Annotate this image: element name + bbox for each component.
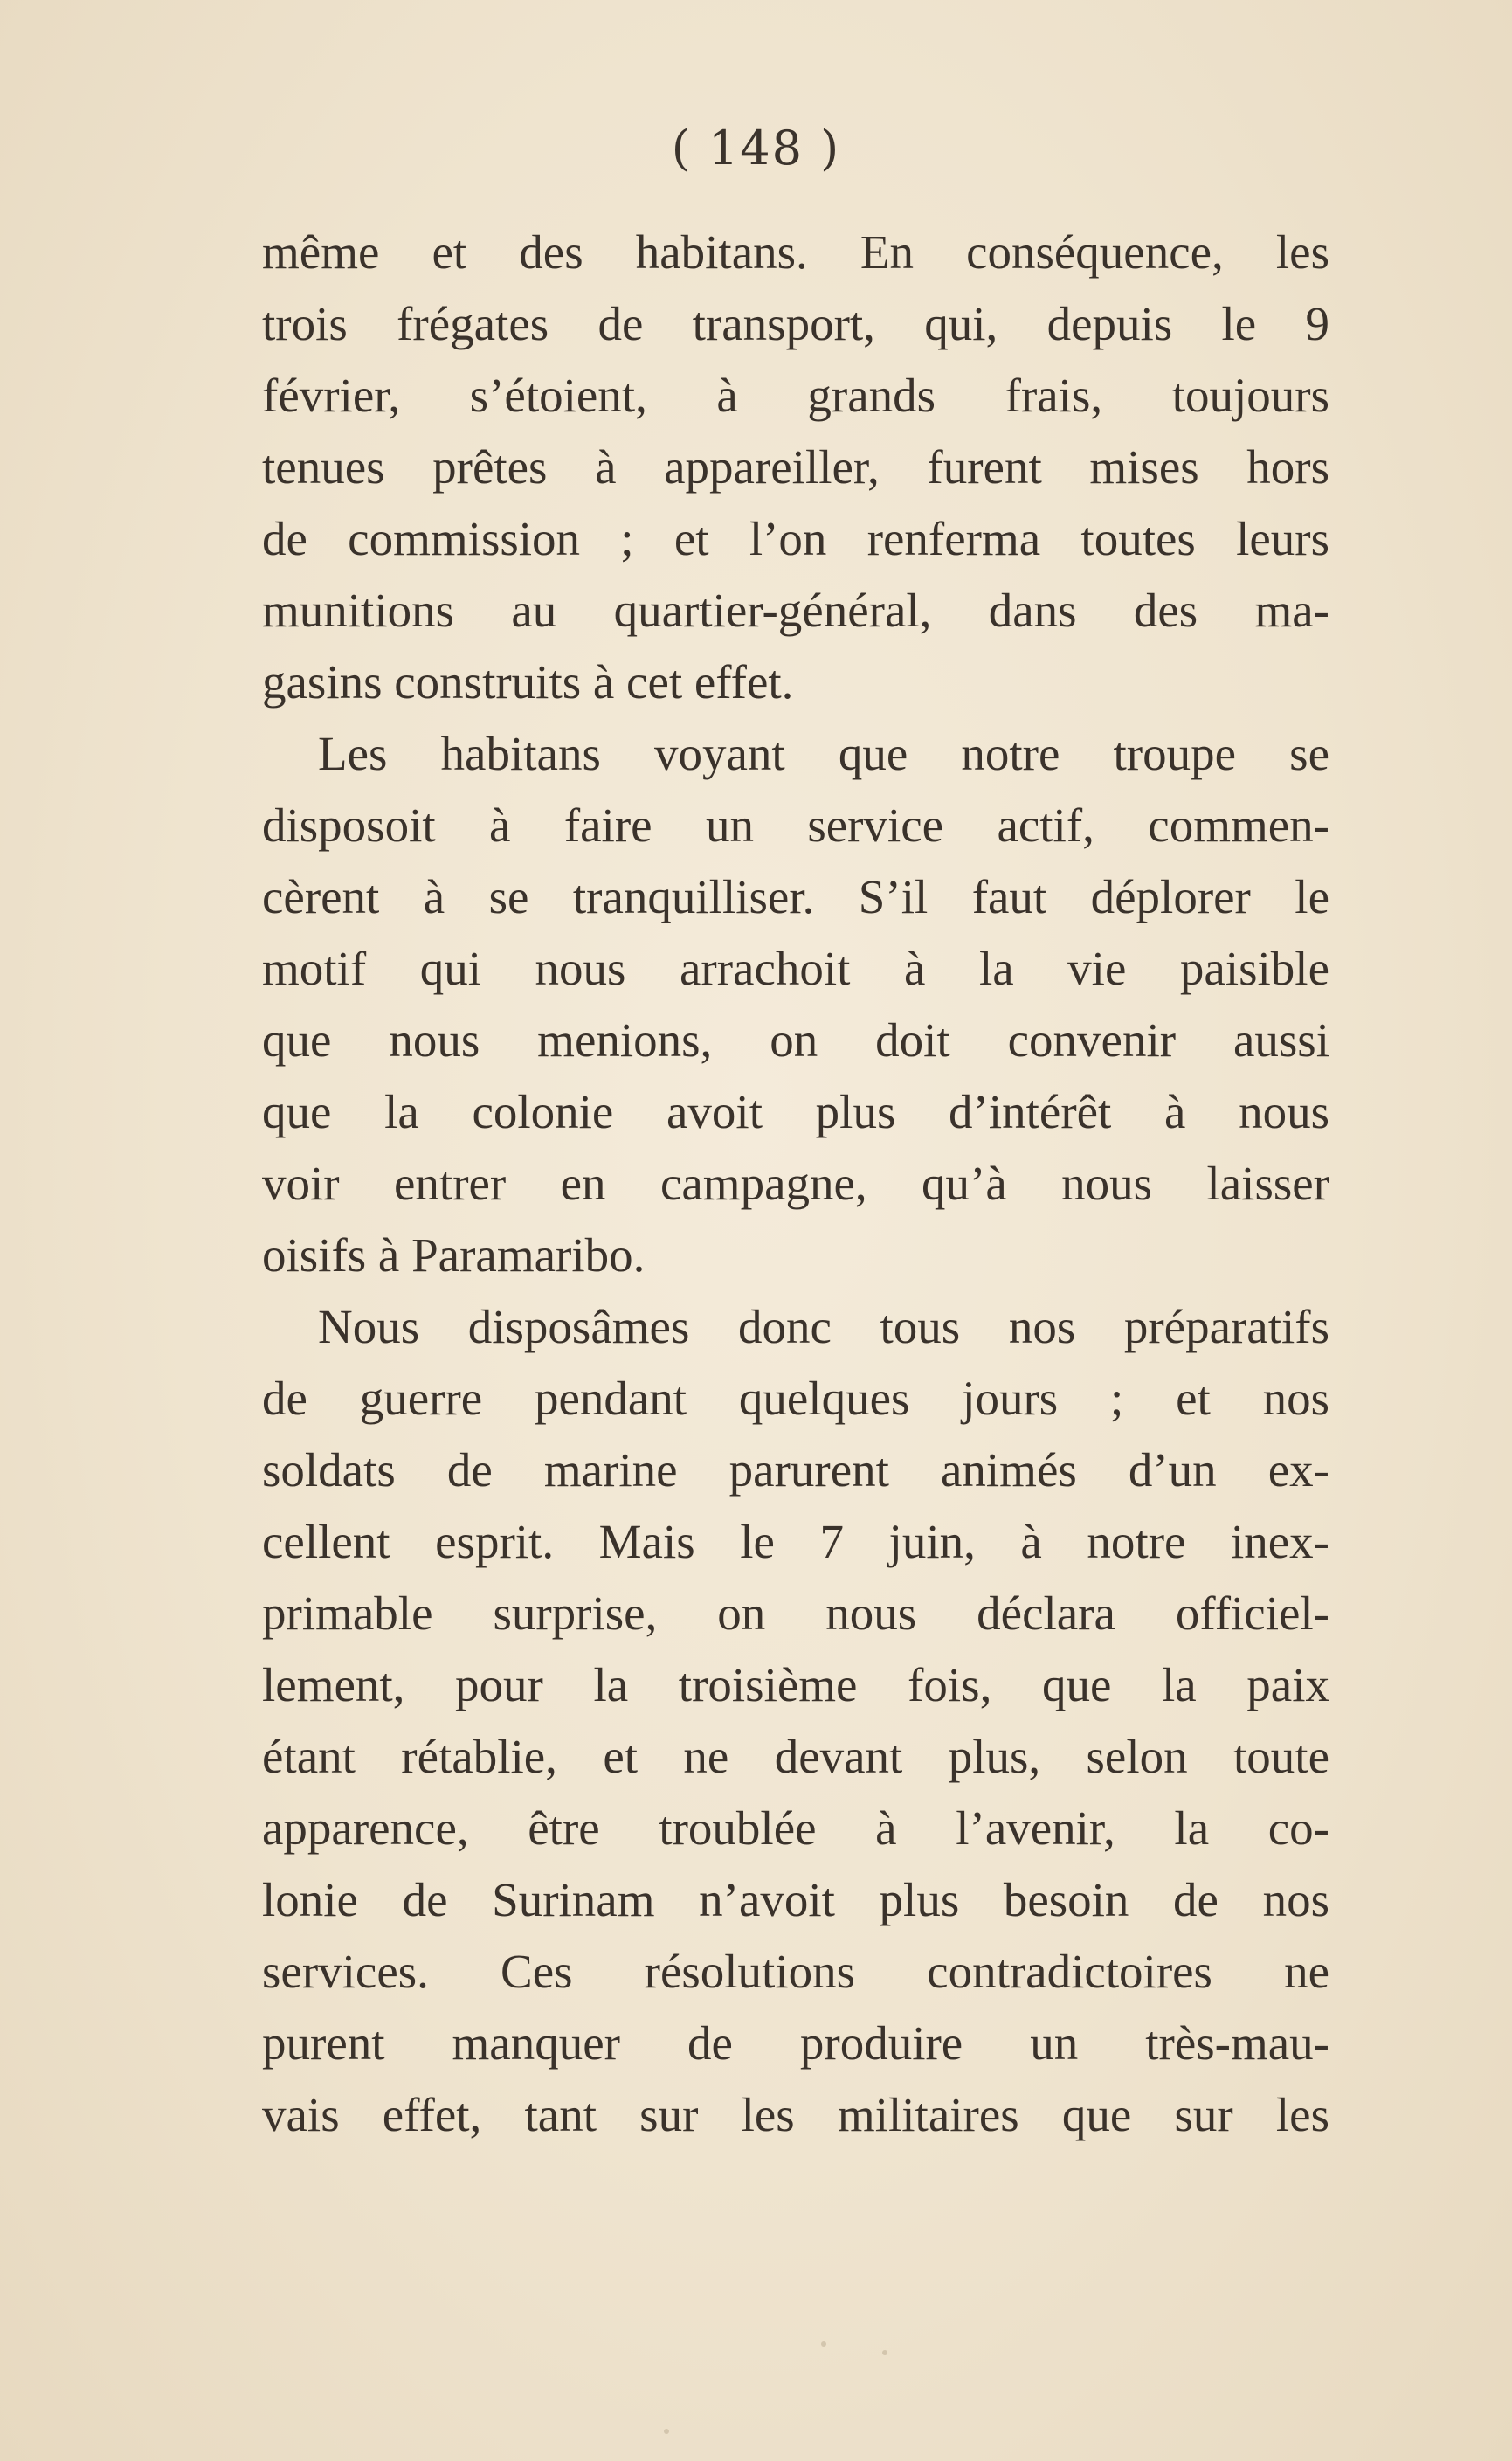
text-line: que nous menions, on doit convenir aussi	[262, 1013, 1329, 1067]
text-line: que la colonie avoit plus d’intérêt à nous	[262, 1085, 1329, 1138]
text-line: lement, pour la troisième fois, que la paix	[262, 1658, 1329, 1711]
text-line: même et des habitans. En conséquence, les	[262, 225, 1329, 279]
text-line: lonie de Surinam n’avoit plus besoin de nos	[262, 1873, 1329, 1926]
text-line: services. Ces résolutions contradictoires ne	[262, 1945, 1329, 1998]
paper-speck	[821, 2341, 826, 2347]
text-line: cellent esprit. Mais le 7 juin, à notre inex-	[262, 1515, 1329, 1568]
text-line: trois frégates de transport, qui, depuis le 9	[262, 297, 1329, 350]
paper-speck	[664, 2429, 669, 2434]
body-text	[262, 217, 1329, 2151]
text-line: tenues prêtes à appareiller, furent mises hors	[262, 440, 1329, 494]
page-number: ( 148 )	[671, 121, 841, 176]
text-line: primable surprise, on nous déclara officiel-	[262, 1587, 1329, 1640]
text-line: gasins construits à cet effet.	[262, 655, 794, 709]
text-line: vais effet, tant sur les militaires que sur les	[262, 2088, 1329, 2141]
text-line: munitions au quartier-général, dans des ma-	[262, 584, 1329, 637]
text-line: apparence, être troublée à l’avenir, la co-	[262, 1801, 1329, 1855]
text-line: de commission ; et l’on renferma toutes leurs	[262, 512, 1329, 565]
text-line: étant rétablie, et ne devant plus, selon toute	[262, 1730, 1329, 1783]
text-line: voir entrer en campagne, qu’à nous laisser	[262, 1157, 1329, 1210]
paper-speck	[882, 2350, 887, 2355]
paragraph-first-line: Nous disposâmes donc tous nos préparatifs	[318, 1300, 1329, 1353]
text-line: de guerre pendant quelques jours ; et nos	[262, 1372, 1329, 1425]
text-line: purent manquer de produire un très-mau-	[262, 2016, 1329, 2070]
text-line: cèrent à se tranquilliser. S’il faut déplorer le	[262, 870, 1329, 923]
text-line: février, s’étoient, à grands frais, toujours	[262, 369, 1329, 422]
text-line: motif qui nous arrachoit à la vie paisible	[262, 942, 1329, 995]
text-line: disposoit à faire un service actif, commen-	[262, 798, 1329, 852]
paragraph-first-line: Les habitans voyant que notre troupe se	[318, 727, 1329, 780]
text-line: oisifs à Paramaribo.	[262, 1228, 646, 1282]
text-line: soldats de marine parurent animés d’un ex-	[262, 1443, 1329, 1497]
